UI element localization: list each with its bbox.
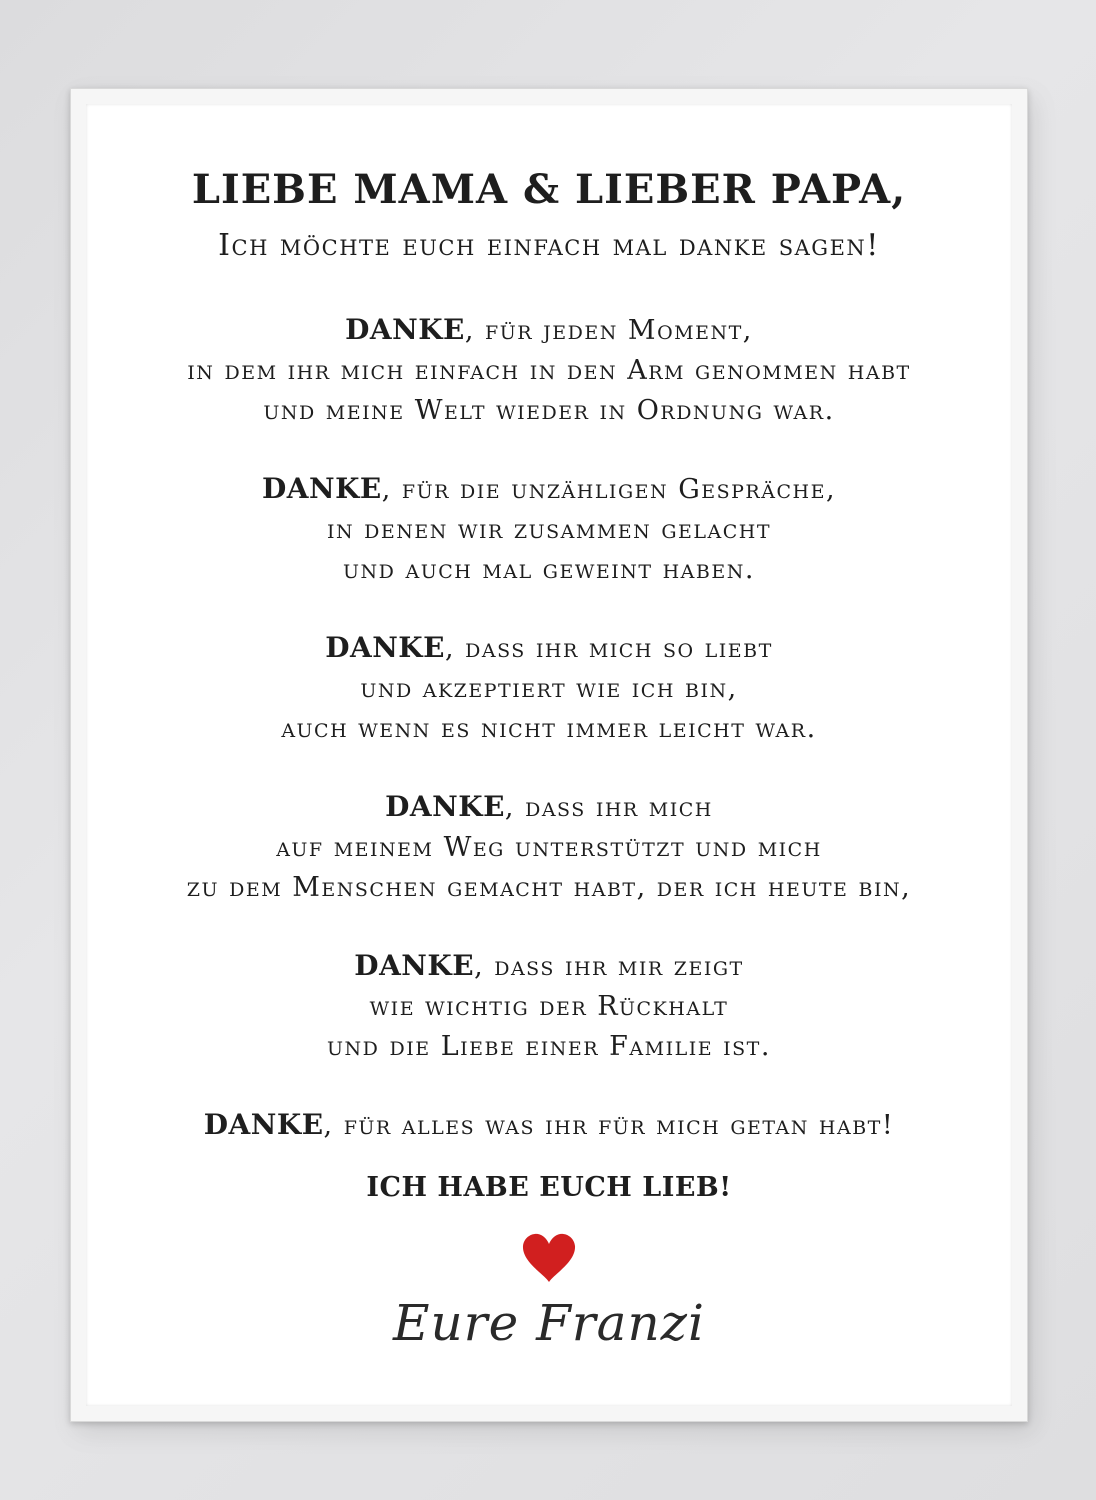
line-text: , dass ihr mich so liebt: [444, 633, 773, 664]
line-text: , dass ihr mich: [504, 792, 713, 823]
poster-paper: [86, 104, 1012, 1406]
stanza-line: [86, 628, 1012, 669]
poster-subtitle: Ich möchte euch einfach mal danke sagen!: [218, 228, 880, 263]
stanza-4: [86, 787, 1012, 908]
closing-line: ICH HABE EUCH LIEB!: [366, 1172, 732, 1203]
stanza-line: und die Liebe einer Familie ist.: [327, 1031, 771, 1062]
danke-word: DANKE: [345, 313, 465, 346]
stanza-line: zu dem Menschen gemacht habt, der ich heute bin,: [186, 872, 912, 903]
line-text: , für alles was ihr für mich getan habt!: [323, 1110, 895, 1141]
signature: Eure Franzi: [392, 1294, 706, 1352]
line-text: , dass ihr mir zeigt: [474, 951, 744, 982]
stanza-line: wie wichtig der Rückhalt: [369, 991, 729, 1022]
stanza-line: und auch mal geweint haben.: [343, 554, 755, 585]
stanza-3: [86, 628, 1012, 749]
picture-frame: [70, 88, 1028, 1422]
danke-word: DANKE: [261, 472, 382, 505]
line-text: , für die unzähligen Gespräche,: [381, 474, 837, 505]
heart-icon: [520, 1232, 578, 1284]
stanza-line: [86, 1105, 1012, 1146]
stanza-line: auf meinem Weg unterstützt und mich: [276, 832, 822, 863]
danke-word: DANKE: [385, 790, 505, 823]
danke-word: DANKE: [203, 1108, 324, 1141]
stanza-5: [86, 946, 1012, 1067]
stanza-line: [86, 787, 1012, 828]
stanza-line: in dem ihr mich einfach in den Arm genommen habt: [187, 355, 911, 386]
stanza-line: auch wenn es nicht immer leicht war.: [281, 713, 817, 744]
stanza-6: [86, 1105, 1012, 1146]
stanza-2: [86, 469, 1012, 590]
stanza-line: in denen wir zusammen gelacht: [326, 514, 772, 545]
stanza-line: [86, 469, 1012, 510]
danke-word: DANKE: [354, 949, 475, 982]
stanza-1: [86, 310, 1012, 431]
line-text: , für jeden Moment,: [464, 315, 753, 346]
stanza-line: und akzeptiert wie ich bin,: [360, 673, 738, 704]
stanza-line: [86, 310, 1012, 351]
danke-word: DANKE: [325, 631, 445, 664]
poster-title: LIEBE MAMA & LIEBER PAPA,: [191, 166, 907, 213]
stanza-line: [86, 946, 1012, 987]
stanza-line: und meine Welt wieder in Ordnung war.: [263, 395, 835, 426]
poster-content: [86, 164, 1012, 1358]
